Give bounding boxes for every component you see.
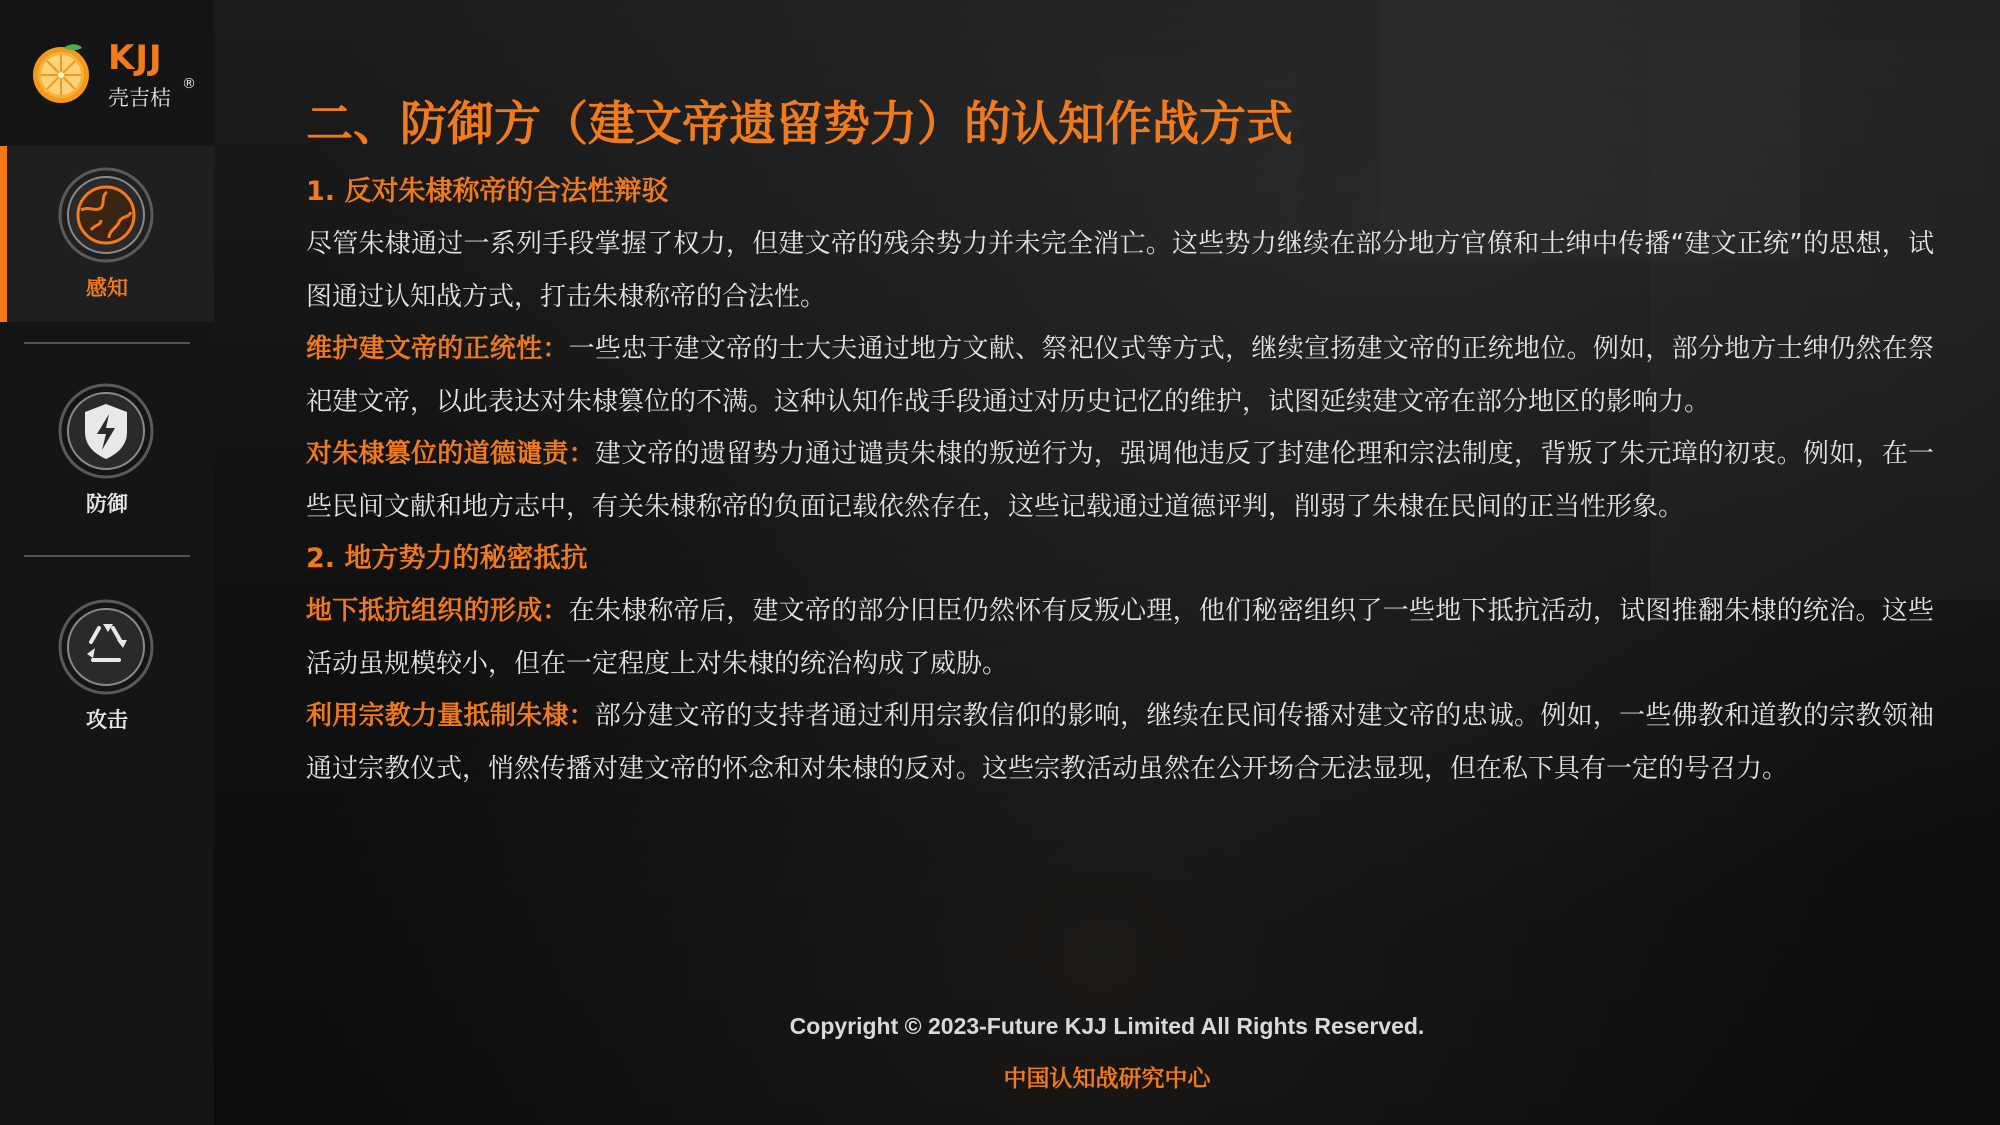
paragraph-text: 建文帝的遗留势力通过谴责朱棣的叛逆行为，强调他违反了封建伦理和宗法制度，背叛了朱元璋的初衷。例如，在一些民间文献和地方志中，有关朱棣称帝的负面记载依然存在，这些记载通过道德评判，削弱了朱棣在民间的正当性形象。 bbox=[306, 439, 1934, 522]
paragraph-lead: 利用宗教力量抵制朱棣： bbox=[306, 701, 595, 731]
paragraph-lead: 维护建文帝的正统性： bbox=[306, 334, 569, 364]
paragraph-lead: 地下抵抗组织的形成： bbox=[306, 596, 569, 626]
sidebar-item-perception[interactable] bbox=[0, 146, 214, 322]
registered-mark: ® bbox=[182, 76, 196, 92]
sidebar-item-label: 防御 bbox=[86, 492, 128, 516]
brand-name: KJJ bbox=[108, 38, 163, 78]
divider bbox=[24, 555, 190, 557]
paragraph bbox=[306, 585, 1934, 690]
divider bbox=[24, 342, 190, 344]
page-title: 二、防御方（建文帝遗留势力）的认知作战方式 bbox=[306, 97, 1293, 152]
sidebar-item-attack[interactable] bbox=[0, 578, 214, 754]
sidebar-item-label: 攻击 bbox=[86, 708, 128, 732]
globe-icon bbox=[57, 166, 155, 264]
orange-slice-icon bbox=[30, 42, 92, 104]
paragraph-text: 部分建文帝的支持者通过利用宗教信仰的影响，继续在民间传播对建文帝的忠诚。例如，一些佛教和道教的宗教领袖通过宗教仪式，悄然传播对建文帝的怀念和对朱棣的反对。这些宗教活动虽然在公开场合无法显现，但在私下具有一定的号召力。 bbox=[306, 701, 1934, 784]
paragraph-text: 一些忠于建文帝的士大夫通过地方文献、祭祀仪式等方式，继续宣扬建文帝的正统地位。例如，部分地方士绅仍然在祭祀建文帝，以此表达对朱棣篡位的不满。这种认知作战手段通过对历史记忆的维护，试图延续建文帝在部分地区的影响力。 bbox=[306, 334, 1934, 417]
sidebar-item-label: 感知 bbox=[86, 276, 128, 300]
paragraph bbox=[306, 690, 1934, 795]
shield-bolt-icon bbox=[57, 382, 155, 480]
footer-copyright: Copyright © 2023-Future KJJ Limited All Rights Reserved. bbox=[789, 1013, 1425, 1039]
main-content bbox=[306, 92, 1934, 795]
paragraph bbox=[306, 323, 1934, 428]
section-heading: 1. 反对朱棣称帝的合法性辩驳 bbox=[306, 176, 669, 207]
brand-name-cn: 壳吉桔 bbox=[108, 86, 171, 110]
sidebar bbox=[0, 0, 214, 1125]
paragraph: 尽管朱棣通过一系列手段掌握了权力，但建文帝的残余势力并未完全消亡。这些势力继续在部分地方官僚和士绅中传播“建文正统”的思想，试图通过认知战方式，打击朱棣称帝的合法性。 bbox=[306, 229, 1934, 312]
brand-logo bbox=[28, 36, 208, 116]
section-heading: 2. 地方势力的秘密抵抗 bbox=[306, 543, 588, 574]
paragraph bbox=[306, 428, 1934, 533]
footer-organization: 中国认知战研究中心 bbox=[1003, 1066, 1211, 1092]
paragraph-lead: 对朱棣篡位的道德谴责： bbox=[306, 439, 595, 469]
recycle-arrows-icon bbox=[57, 598, 155, 696]
paragraph-text: 在朱棣称帝后，建文帝的部分旧臣仍然怀有反叛心理，他们秘密组织了一些地下抵抗活动，试图推翻朱棣的统治。这些活动虽规模较小，但在一定程度上对朱棣的统治构成了威胁。 bbox=[306, 596, 1934, 679]
sidebar-item-defense[interactable] bbox=[0, 362, 214, 538]
